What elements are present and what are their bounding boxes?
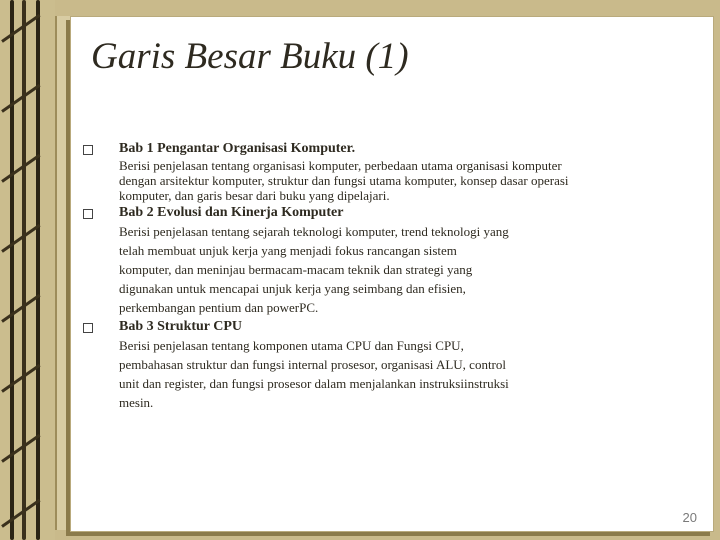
wooden-stick-decoration: [10, 0, 14, 540]
stick-cross-decoration: [1, 364, 40, 393]
checkbox-bullet-icon: [83, 323, 93, 333]
description-line: Berisi penjelasan tentang organisasi komputer, perbedaan utama organisasi komputer: [119, 158, 562, 173]
page-number: 20: [682, 510, 697, 525]
top-border-decoration: [55, 0, 720, 16]
wooden-stick-decoration: [36, 0, 40, 540]
slide-panel: [70, 16, 714, 532]
description-line: perkembangan pentium dan powerPC.: [119, 300, 319, 315]
description-line: pembahasan struktur dan fungsi internal prosesor, organisasi ALU, control: [119, 357, 506, 372]
wooden-stick-decoration: [22, 0, 26, 540]
description-line: unit dan register, dan fungsi prosesor dalam menjalankan instruksiinstruksi: [119, 376, 509, 391]
description-line: telah membuat unjuk kerja yang menjadi fokus rancangan sistem: [119, 243, 457, 258]
slide-title: Garis Besar Buku (1): [91, 36, 409, 77]
bullet-list: [81, 139, 681, 412]
stick-cross-decoration: [1, 14, 40, 43]
item-heading: Bab 3 Struktur CPU: [119, 319, 243, 334]
item-description: [119, 222, 681, 317]
item-description: [119, 158, 681, 203]
description-line: komputer, dan garis besar dari buku yang dipelajari.: [119, 188, 390, 203]
description-line: Berisi penjelasan tentang komponen utama CPU dan Fungsi CPU,: [119, 338, 464, 353]
description-line: mesin.: [119, 395, 154, 410]
item-description: [119, 336, 681, 412]
stick-cross-decoration: [1, 294, 40, 323]
checkbox-bullet-icon: [83, 209, 93, 219]
stick-cross-decoration: [1, 84, 40, 113]
list-item: [81, 203, 681, 317]
list-item: [81, 139, 681, 203]
description-line: dengan arsitektur komputer, struktur dan fungsi utama komputer, konsep dasar operasi: [119, 173, 569, 188]
stick-cross-decoration: [1, 499, 40, 528]
checkbox-bullet-icon: [83, 145, 93, 155]
list-item: [81, 317, 681, 412]
description-line: komputer, dan meninjau bermacam-macam teknik dan strategi yang: [119, 262, 473, 277]
stick-cross-decoration: [1, 224, 40, 253]
stick-cross-decoration: [1, 154, 40, 183]
left-border-decoration: [0, 0, 57, 540]
stick-cross-decoration: [1, 434, 40, 463]
description-line: Berisi penjelasan tentang sejarah teknologi komputer, trend teknologi yang: [119, 224, 509, 239]
item-heading: Bab 1 Pengantar Organisasi Komputer.: [119, 141, 356, 156]
item-heading: Bab 2 Evolusi dan Kinerja Komputer: [119, 205, 344, 220]
description-line: digunakan untuk mencapai unjuk kerja yang seimbang dan efisien,: [119, 281, 466, 296]
